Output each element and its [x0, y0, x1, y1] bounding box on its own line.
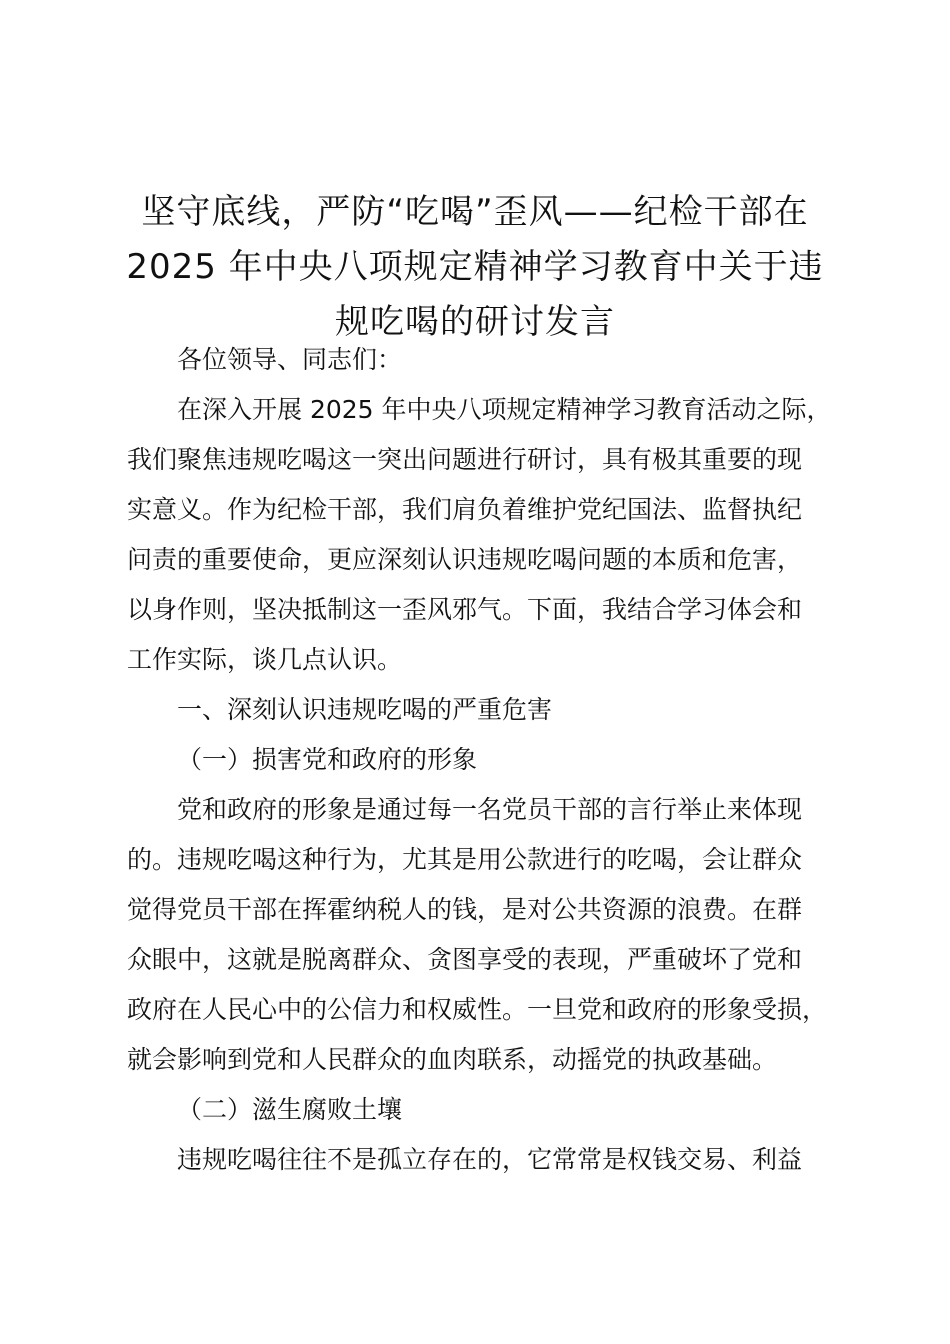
subsection-heading: （一）损害党和政府的形象	[177, 745, 478, 774]
paragraph-line: 以身作则，坚决抵制这一歪风邪气。下面，我结合学习体会和	[127, 595, 803, 624]
intro-paragraph	[127, 385, 832, 685]
title-line: 2025 年中央八项规定精神学习教育中关于违	[126, 247, 824, 287]
paragraph-line: 我们聚焦违规吃喝这一突出问题进行研讨，具有极其重要的现	[127, 445, 803, 474]
document-body	[127, 335, 832, 1185]
paragraph-line: 就会影响到党和人民群众的血肉联系，动摇党的执政基础。	[127, 1045, 778, 1074]
paragraph-line: 工作实际，谈几点认识。	[127, 645, 403, 674]
paragraph-line: 政府在人民心中的公信力和权威性。一旦党和政府的形象受损，	[127, 995, 828, 1024]
paragraph-line: 问责的重要使命，更应深刻认识违规吃喝问题的本质和危害，	[127, 545, 803, 574]
section-heading: 一、深刻认识违规吃喝的严重危害	[177, 695, 553, 724]
section-heading-paragraph	[127, 685, 827, 735]
paragraph-line: 违规吃喝往往不是孤立存在的，它常常是权钱交易、利益	[177, 1145, 803, 1174]
paragraph-line: 实意义。作为纪检干部，我们肩负着维护党纪国法、监督执纪	[127, 495, 803, 524]
subsection-heading: （二）滋生腐败土壤	[177, 1095, 403, 1124]
document-title	[100, 185, 850, 350]
subsection-paragraph	[127, 785, 827, 1085]
paragraph-line: 在深入开展 2025 年中央八项规定精神学习教育活动之际，	[177, 395, 832, 424]
subsection-paragraph	[127, 1135, 827, 1185]
subsection-heading-paragraph	[127, 1085, 827, 1135]
title-line: 规吃喝的研讨发言	[335, 302, 615, 342]
salutation: 各位领导、同志们：	[177, 345, 403, 374]
paragraph-line: 的。违规吃喝这种行为，尤其是用公款进行的吃喝，会让群众	[127, 845, 803, 874]
paragraph-line: 众眼中，这就是脱离群众、贪图享受的表现，严重破坏了党和	[127, 945, 803, 974]
paragraph-line: 觉得党员干部在挥霍纳税人的钱，是对公共资源的浪费。在群	[127, 895, 803, 924]
subsection-heading-paragraph	[127, 735, 827, 785]
title-line: 坚守底线，严防“吃喝”歪风——纪检干部在	[141, 192, 809, 232]
salutation-paragraph	[127, 335, 827, 385]
paragraph-line: 党和政府的形象是通过每一名党员干部的言行举止来体现	[177, 795, 803, 824]
